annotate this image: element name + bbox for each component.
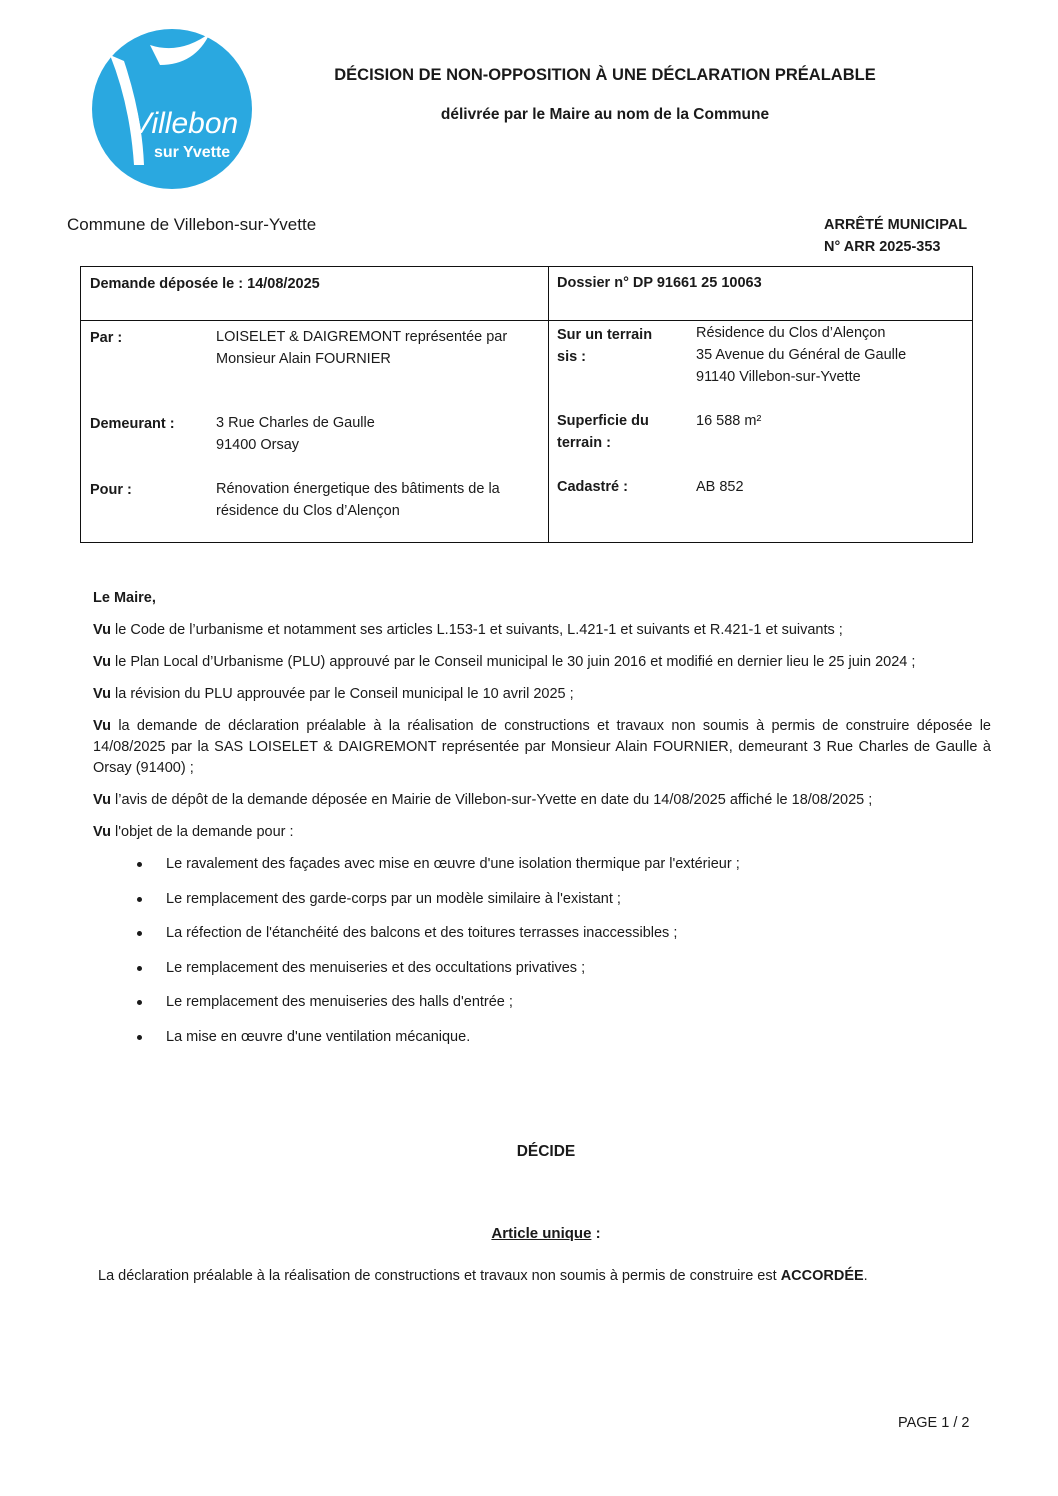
considerant: [93, 822, 991, 843]
page-number: PAGE 1 / 2: [898, 1415, 970, 1431]
considerant: [93, 790, 991, 811]
terrain-label-line: sis :: [557, 349, 587, 365]
article-label: Article unique: [491, 1225, 592, 1242]
demeurant-value: [216, 412, 375, 456]
travaux-item: Le remplacement des menuiseries des halls d'entrée ;: [93, 992, 991, 1027]
travaux-item: Le remplacement des menuiseries et des occultations privatives ;: [93, 958, 991, 993]
considerant-text: le Code de l’urbanisme et notamment ses articles L.153-1 et suivants, L.421-1 et suivants et R.421-1 et suivants ;: [111, 622, 843, 638]
cadastre-value: AB 852: [696, 479, 744, 495]
decide-heading: DÉCIDE: [516, 1143, 576, 1160]
arrete-reference: [824, 214, 967, 258]
conclusion-body: La déclaration préalable à la réalisation de constructions et travaux non soumis à permis de construire est: [98, 1268, 781, 1284]
superficie-label: [557, 410, 649, 454]
logo-text-sub: sur Yvette: [154, 144, 231, 161]
arrete-title: ARRÊTÉ MUNICIPAL: [824, 217, 968, 233]
travaux-item: Le ravalement des façades avec mise en œuvre d'une isolation thermique par l'extérieur ;: [93, 854, 991, 889]
dossier-number: Dossier n° DP 91661 25 10063: [557, 275, 762, 291]
travaux-item: Le remplacement des garde-corps par un modèle similaire à l'existant ;: [93, 889, 991, 924]
travaux-list: [93, 854, 991, 1061]
pour-value-line: Rénovation énergetique des bâtiments de la: [216, 481, 500, 497]
vu-keyword: Vu: [93, 686, 111, 702]
conclusion-text: [98, 1268, 868, 1284]
decision-body: [93, 588, 991, 1061]
pour-label: Pour :: [90, 482, 132, 498]
par-label: Par :: [90, 330, 123, 346]
demande-date: Demande déposée le : 14/08/2025: [90, 276, 320, 292]
terrain-label-line: Sur un terrain: [557, 327, 653, 343]
cadastre-label: Cadastré :: [557, 479, 628, 495]
par-value-line: Monsieur Alain FOURNIER: [216, 351, 391, 367]
intro-le-maire: Le Maire,: [93, 590, 156, 606]
considerant-text: le Plan Local d’Urbanisme (PLU) approuvé par le Conseil municipal le 30 juin 2016 et modifié en dernier lieu le 25 juin 2024 ;: [111, 654, 916, 670]
article-heading: [0, 1225, 1058, 1242]
vu-keyword: Vu: [93, 718, 111, 734]
vu-keyword: Vu: [93, 824, 111, 840]
dossier-info-table: [80, 266, 973, 543]
conclusion-end: .: [863, 1268, 868, 1284]
pour-value: [216, 478, 500, 522]
considerant-text: la révision du PLU approuvée par le Conseil municipal le 10 avril 2025 ;: [111, 686, 574, 702]
pour-value-line: résidence du Clos d’Alençon: [216, 503, 400, 519]
demeurant-value-line: 3 Rue Charles de Gaulle: [216, 415, 375, 431]
considerant-text: l’avis de dépôt de la demande déposée en Mairie de Villebon-sur-Yvette en date du 14/08/2025 affiché le 18/08/2025 ;: [111, 792, 873, 808]
terrain-address-line: 91140 Villebon-sur-Yvette: [696, 369, 861, 385]
superficie-label-line: terrain :: [557, 435, 611, 451]
considerant-text: la demande de déclaration préalable à la réalisation de constructions et travaux non soumis à permis de construire déposée le 14/08/2025 par la SAS LOISELET & DAIGREMONT représentée par Monsieur Alain FOURNIER, demeurant 3 Rue Charles de Gaulle à Orsay (91400) ;: [93, 718, 991, 776]
travaux-item: La mise en œuvre d'une ventilation mécanique.: [93, 1027, 991, 1062]
par-value-line: LOISELET & DAIGREMONT représentée par: [216, 329, 508, 345]
considerant: [93, 716, 991, 779]
villebon-logo: [90, 25, 255, 190]
terrain-address-line: 35 Avenue du Général de Gaulle: [696, 347, 907, 363]
vu-keyword: Vu: [93, 622, 111, 638]
vu-keyword: Vu: [93, 792, 111, 808]
document-subtitle: délivrée par le Maire au nom de la Commune: [440, 106, 770, 123]
article-colon: :: [591, 1225, 601, 1242]
par-value: [216, 326, 507, 370]
superficie-value: 16 588 m²: [696, 413, 762, 429]
considerant-text: l'objet de la demande pour :: [111, 824, 294, 840]
terrain-address: [696, 322, 906, 388]
terrain-address-line: Résidence du Clos d’Alençon: [696, 325, 886, 341]
commune-name: Commune de Villebon-sur-Yvette: [67, 215, 317, 234]
conclusion-decision: ACCORDÉE: [780, 1268, 864, 1284]
demeurant-label: Demeurant :: [90, 416, 175, 432]
considerant: [93, 684, 991, 705]
logo-text-main: Villebon: [132, 107, 239, 140]
arrete-number: N° ARR 2025-353: [824, 239, 941, 255]
travaux-item: La réfection de l'étanchéité des balcons et des toitures terrasses inaccessibles ;: [93, 923, 991, 958]
demeurant-value-line: 91400 Orsay: [216, 437, 300, 453]
considerant: [93, 620, 991, 641]
table-row-divider: [81, 320, 972, 321]
terrain-label: [557, 324, 652, 368]
document-title: DÉCISION DE NON-OPPOSITION À UNE DÉCLARATION PRÉALABLE: [334, 66, 876, 84]
superficie-label-line: Superficie du: [557, 413, 649, 429]
table-column-divider: [548, 267, 549, 542]
considerant: [93, 652, 991, 673]
vu-keyword: Vu: [93, 654, 111, 670]
